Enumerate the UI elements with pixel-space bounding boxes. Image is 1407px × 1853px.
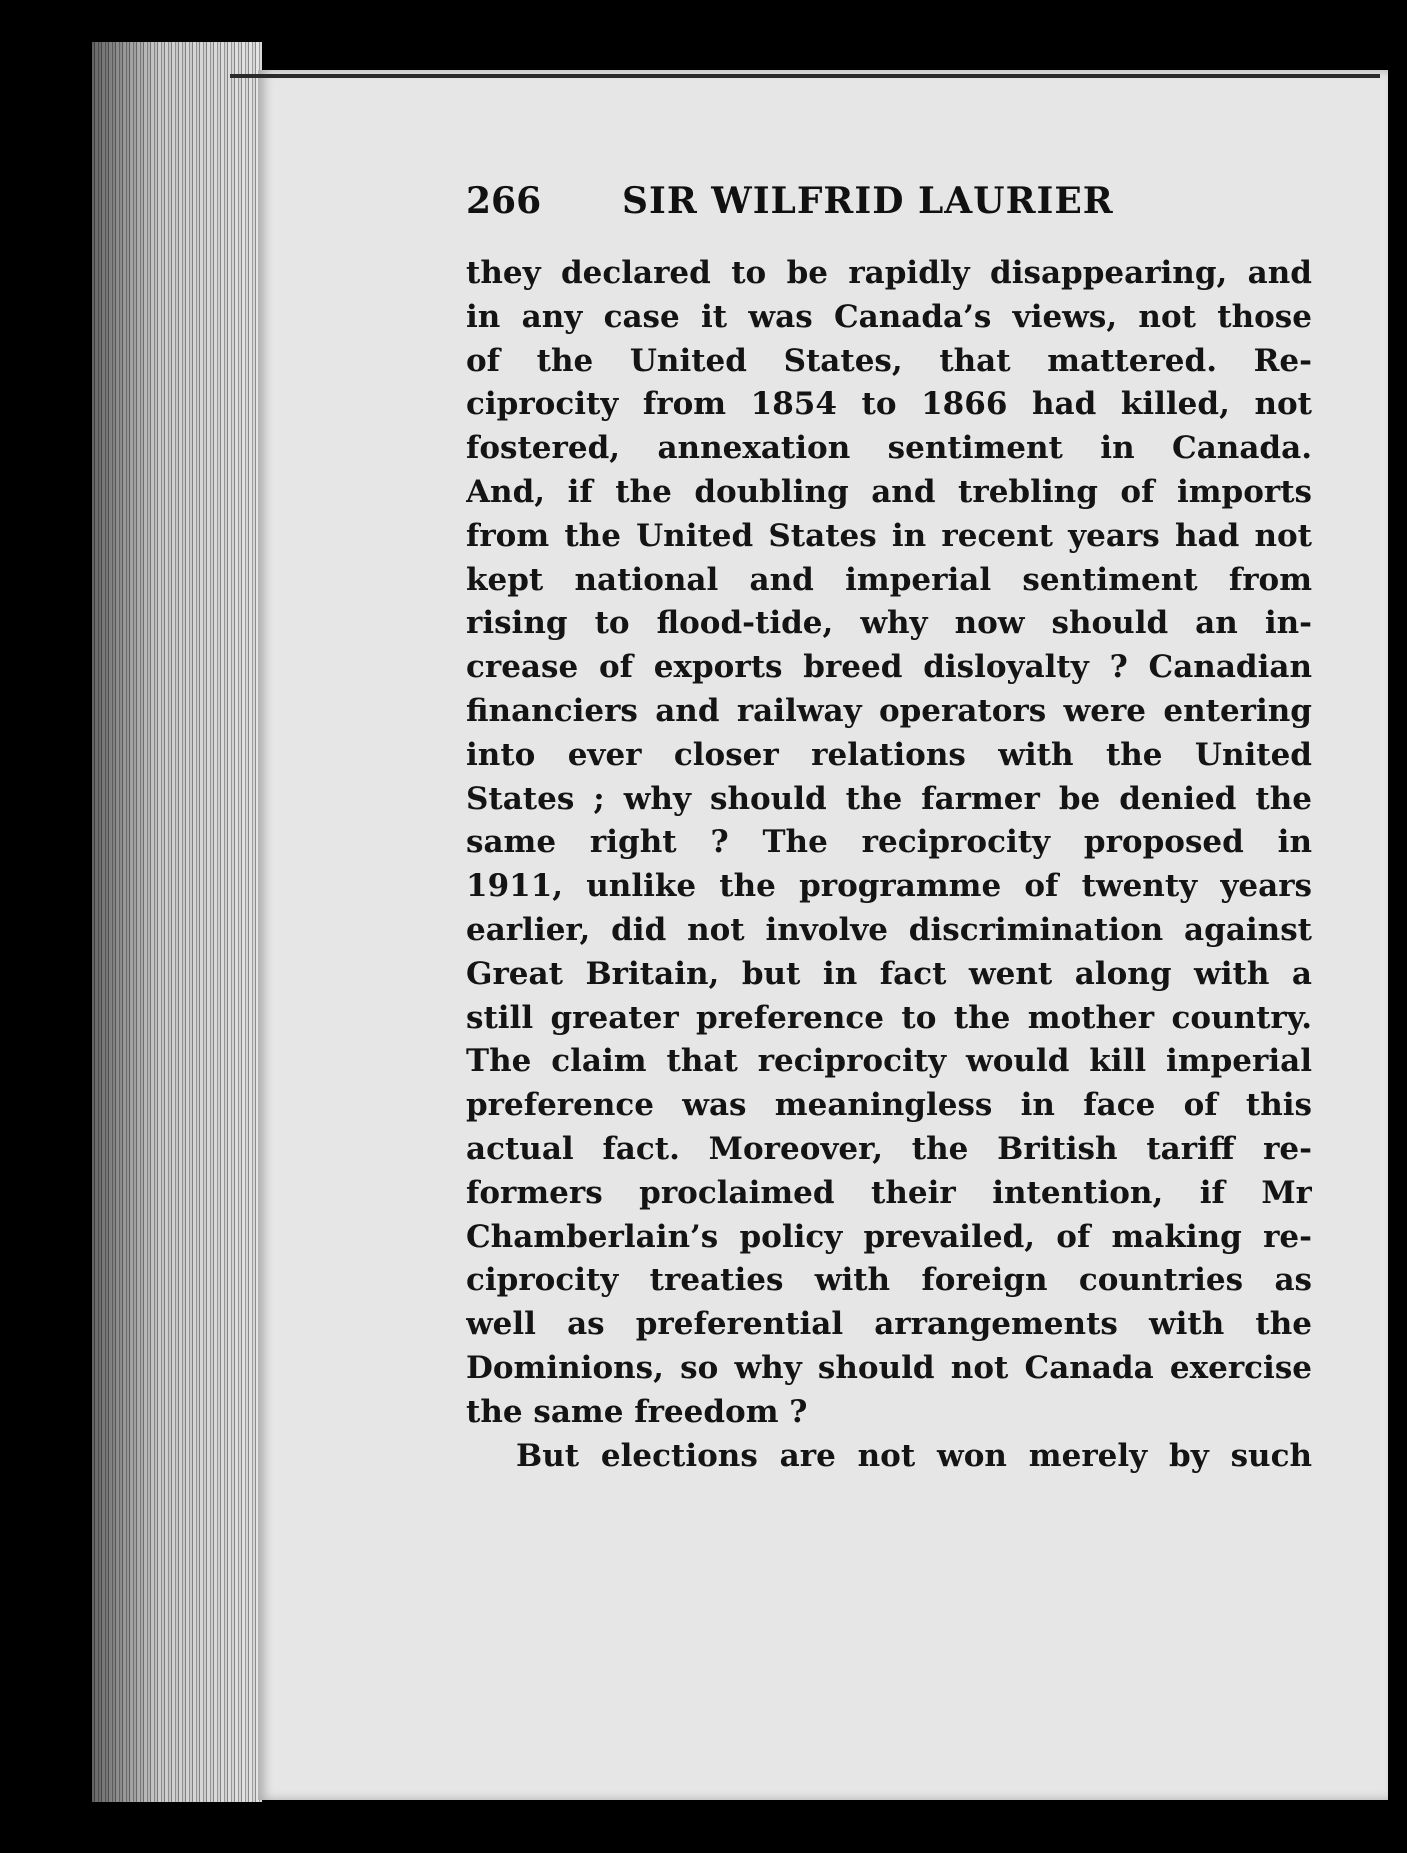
text-line: same right ? The reciprocity proposed in <box>466 824 1312 861</box>
text-line: from the United States in recent years had not <box>466 517 1312 554</box>
text-line: they declared to be rapidly disappearing, and <box>466 255 1312 291</box>
text-line: preference was meaningless in face of this <box>466 1087 1312 1124</box>
paragraph-start-line: But elections are not won merely by such <box>516 1437 1312 1474</box>
text-line: into ever closer relations with the United <box>466 736 1312 773</box>
text-line: The claim that reciprocity would kill imperial <box>466 1043 1312 1080</box>
text-line: And, if the doubling and trebling of imports <box>466 473 1312 510</box>
text-line: 1911, unlike the programme of twenty years <box>466 868 1312 905</box>
text-line: fostered, annexation sentiment in Canada. <box>466 430 1312 467</box>
page-edges-shadow <box>92 42 262 1802</box>
text-line: kept national and imperial sentiment from <box>466 561 1312 598</box>
text-line: crease of exports breed disloyalty ? Canadian <box>466 649 1312 686</box>
text-line: earlier, did not involve discrimination against <box>466 911 1312 948</box>
text-line: of the United States, that mattered. Re- <box>466 342 1312 379</box>
text-line: financiers and railway operators were entering <box>466 692 1312 729</box>
text-line: ciprocity from 1854 to 1866 had killed, not <box>466 386 1312 423</box>
text-line: rising to flood-tide, why now should an in- <box>466 605 1312 642</box>
body-text <box>466 252 1312 1478</box>
text-line: ciprocity treaties with foreign countries as <box>466 1262 1312 1299</box>
page-header <box>466 180 1306 230</box>
page-top-edge <box>230 74 1380 78</box>
page-number: 266 <box>466 180 542 222</box>
text-line: well as preferential arrangements with the <box>466 1306 1312 1343</box>
text-line: States ; why should the farmer be denied the <box>466 780 1312 817</box>
text-line: in any case it was Canada’s views, not those <box>466 298 1312 335</box>
paragraph-end-line: the same freedom ? <box>466 1393 808 1430</box>
text-line: Great Britain, but in fact went along with a <box>466 955 1312 992</box>
text-line: actual fact. Moreover, the British tariff re- <box>466 1130 1312 1167</box>
text-line: formers proclaimed their intention, if Mr <box>466 1174 1312 1211</box>
running-head: SIR WILFRID LAURIER <box>622 180 1114 222</box>
text-line: still greater preference to the mother country. <box>466 999 1312 1036</box>
text-line: Chamberlain’s policy prevailed, of making re- <box>466 1218 1312 1255</box>
text-line: Dominions, so why should not Canada exercise <box>466 1349 1312 1386</box>
